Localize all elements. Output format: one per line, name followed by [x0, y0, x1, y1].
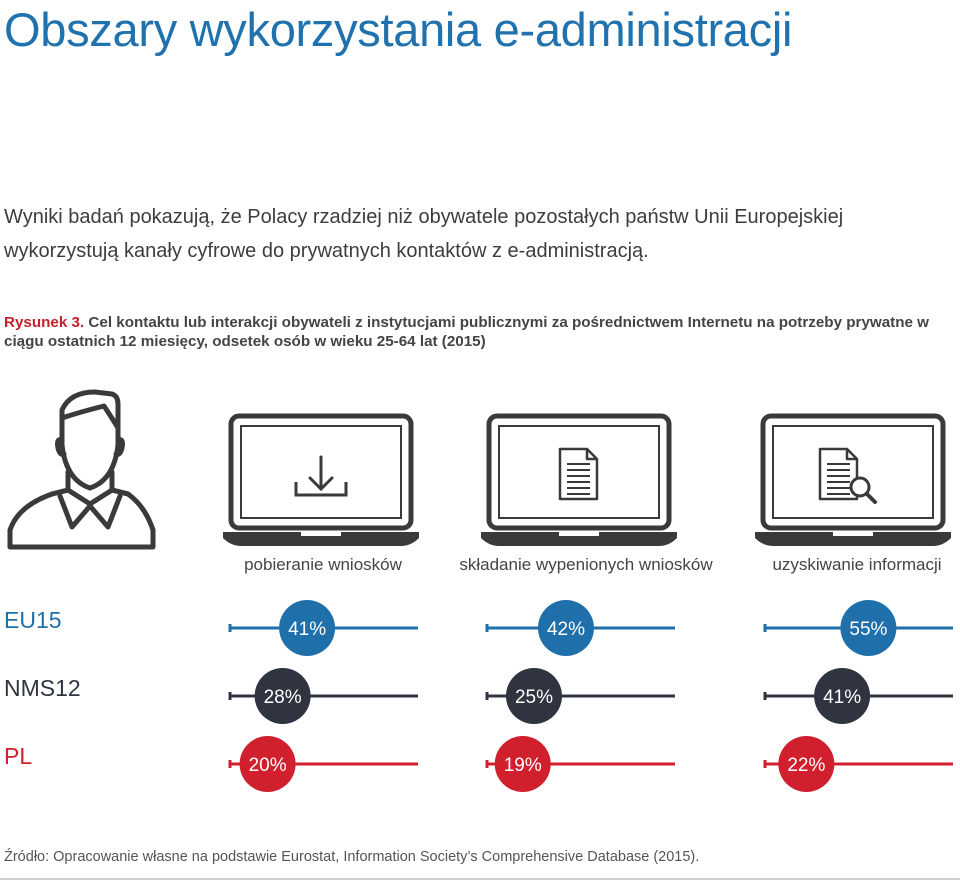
intro-text: Wyniki badań pokazują, że Polacy rzadziej niż obywatele pozostałych państw Unii Europejskiej wykorzystują kanały cyfrowe do prywatnych kontaktów z e-administracją. [4, 206, 844, 262]
value-label: 28% [263, 687, 302, 708]
series-label: PL [4, 743, 33, 769]
value-label: 22% [787, 755, 826, 776]
page-title: Obszary wykorzystania e-administracji [4, 3, 793, 56]
series-label: NMS12 [4, 675, 81, 701]
laptop-download-icon [223, 416, 419, 546]
laptop-screen [763, 416, 943, 528]
value-label: 55% [849, 619, 888, 640]
value-label: 19% [503, 755, 542, 776]
laptop-document-icon [481, 416, 677, 546]
value-label: 41% [823, 687, 862, 708]
laptop-notch [559, 532, 599, 536]
category-label: składanie wypenionych wniosków [459, 555, 713, 574]
document-shape [560, 449, 597, 499]
laptop-document-search-icon [755, 416, 951, 546]
value-label: 42% [546, 619, 585, 640]
laptop-notch [301, 532, 341, 536]
series-label: EU15 [4, 607, 62, 633]
laptop-screen-inner [499, 426, 659, 518]
person-icon [10, 392, 153, 547]
figure-caption-text: Cel kontaktu lub interakcji obywateli z instytucjami publicznymi za pośrednictwem Internetu na potrzeby prywatne w ciągu ostatnich 12 miesięcy, odsetek osób w wieku 25-64 lat (2015) [4, 314, 929, 350]
value-label: 41% [288, 619, 327, 640]
laptop-screen-inner [773, 426, 933, 518]
bottom-divider [0, 878, 960, 880]
download-arrow [310, 457, 332, 489]
source-note: Źródło: Opracowanie własne na podstawie Eurostat, Information Society’s Comprehensive Database (2015). [4, 849, 700, 865]
category-label: pobieranie wniosków [244, 555, 402, 574]
category-label: uzyskiwanie informacji [772, 555, 942, 574]
magnifier-handle [867, 494, 875, 502]
laptop-notch [833, 532, 873, 536]
figure-label: Rysunek 3. [4, 314, 85, 331]
value-label: 25% [514, 687, 554, 708]
value-label: 20% [248, 755, 287, 776]
laptop-screen [489, 416, 669, 528]
